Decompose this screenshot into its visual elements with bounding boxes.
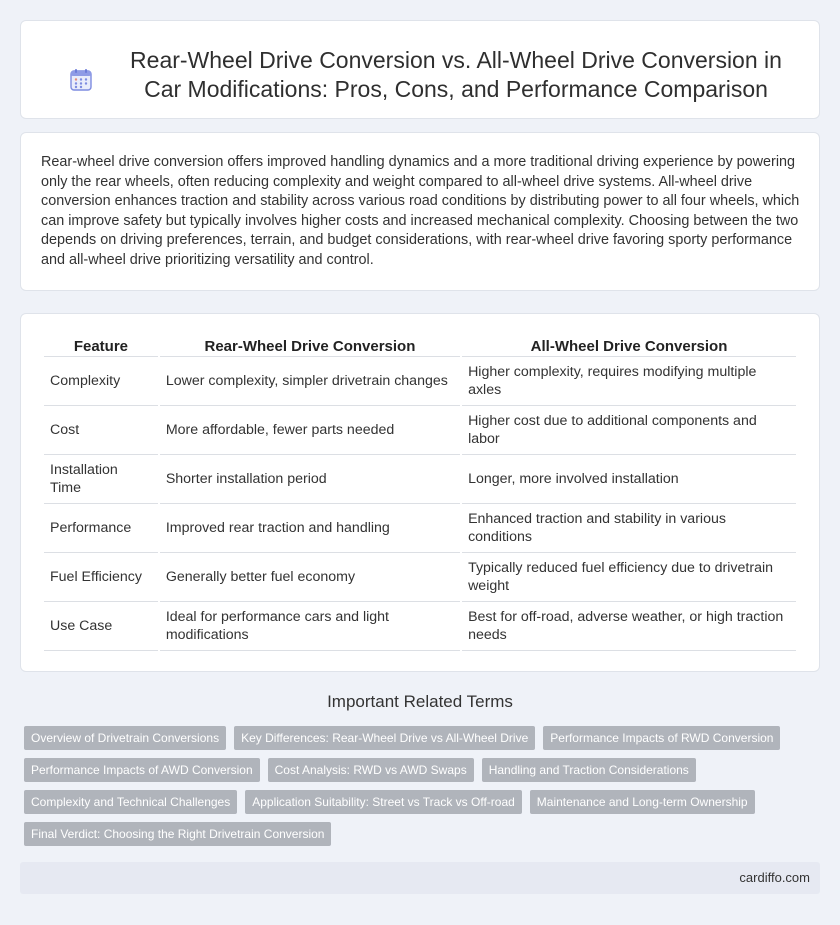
header-rwd: Rear-Wheel Drive Conversion	[160, 335, 460, 357]
related-term-tag[interactable]: Performance Impacts of AWD Conversion	[24, 758, 260, 782]
table-row	[44, 455, 796, 504]
related-terms-heading: Important Related Terms	[327, 692, 513, 711]
cell-rwd: Shorter installation period	[160, 455, 460, 504]
cell-feature: Complexity	[44, 357, 158, 406]
cell-rwd: Generally better fuel economy	[160, 553, 460, 602]
related-term-tag[interactable]: Application Suitability: Street vs Track vs Off-road	[245, 790, 522, 814]
summary-card	[20, 132, 820, 291]
cell-rwd: More affordable, fewer parts needed	[160, 406, 460, 455]
cell-awd: Enhanced traction and stability in various conditions	[462, 504, 796, 553]
table-row	[44, 504, 796, 553]
header-feature: Feature	[44, 335, 158, 357]
cell-rwd: Lower complexity, simpler drivetrain changes	[160, 357, 460, 406]
related-term-tag[interactable]: Overview of Drivetrain Conversions	[24, 726, 226, 750]
comparison-table	[42, 335, 798, 651]
table-row	[44, 406, 796, 455]
related-term-tag[interactable]: Final Verdict: Choosing the Right Drivetrain Conversion	[24, 822, 331, 846]
calendar-icon	[69, 68, 93, 92]
cell-awd: Longer, more involved installation	[462, 455, 796, 504]
related-term-tag[interactable]: Maintenance and Long-term Ownership	[530, 790, 755, 814]
footer-site-name[interactable]: cardiffo.com	[739, 870, 810, 885]
cell-rwd: Improved rear traction and handling	[160, 504, 460, 553]
page-title: Rear-Wheel Drive Conversion vs. All-Wheel Drive Conversion in Car Modifications: Pros, Cons, and Performance Comparison	[130, 47, 782, 102]
cell-awd: Best for off-road, adverse weather, or high traction needs	[462, 602, 796, 651]
summary-paragraph: Rear-wheel drive conversion offers improved handling dynamics and a more traditional driving experience by powering only the rear wheels, often reducing complexity and weight compared to all-wheel drive systems. All-wheel drive conversion enhances traction and stability across various road conditions by distributing power to all four wheels, which can improve safety but typically involves higher costs and increased mechanical complexity. Choosing between the two depends on driving preferences, terrain, and budget considerations, with rear-wheel drive favoring sporty performance and all-wheel drive prioritizing versatility and control.	[41, 154, 800, 268]
cell-feature: Installation Time	[44, 455, 158, 504]
footer	[20, 862, 820, 894]
related-term-tag[interactable]: Complexity and Technical Challenges	[24, 790, 237, 814]
title-card	[20, 20, 820, 119]
related-term-tag[interactable]: Handling and Traction Considerations	[482, 758, 696, 782]
cell-feature: Fuel Efficiency	[44, 553, 158, 602]
cell-feature: Performance	[44, 504, 158, 553]
cell-awd: Typically reduced fuel efficiency due to drivetrain weight	[462, 553, 796, 602]
related-term-tag[interactable]: Key Differences: Rear-Wheel Drive vs All-Wheel Drive	[234, 726, 535, 750]
cell-rwd: Ideal for performance cars and light modifications	[160, 602, 460, 651]
comparison-card	[20, 313, 820, 672]
cell-feature: Use Case	[44, 602, 158, 651]
cell-feature: Cost	[44, 406, 158, 455]
related-terms-list	[24, 726, 804, 846]
table-row	[44, 357, 796, 406]
header-awd: All-Wheel Drive Conversion	[462, 335, 796, 357]
cell-awd: Higher cost due to additional components and labor	[462, 406, 796, 455]
cell-awd: Higher complexity, requires modifying multiple axles	[462, 357, 796, 406]
related-term-tag[interactable]: Performance Impacts of RWD Conversion	[543, 726, 780, 750]
table-header-row	[44, 335, 796, 357]
table-row	[44, 602, 796, 651]
related-term-tag[interactable]: Cost Analysis: RWD vs AWD Swaps	[268, 758, 474, 782]
table-row	[44, 553, 796, 602]
